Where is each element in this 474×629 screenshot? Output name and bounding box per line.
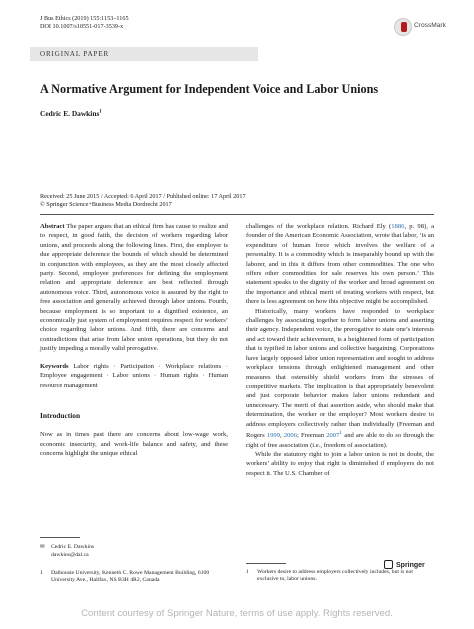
affiliation-note [40,570,230,596]
introduction-heading: Introduction [40,410,81,420]
keywords-label: Keywords [40,362,69,370]
publisher-name: Springer [396,562,425,569]
left-column [40,222,228,459]
article-history [40,193,246,209]
correspondence-name: Cedric E. Dawkins [51,544,95,550]
right-column [246,222,434,478]
citation-link[interactable]: 1999 [266,432,281,440]
body-paragraph [246,307,434,450]
author-affiliation-mark: 1 [99,109,102,115]
copyright-line: © Springer Science+Business Media Dordrecht 2017 [40,201,172,208]
footnote-text: Workers desire to address employers collectively includes, but is not exclusive to, labor unions. [257,569,413,583]
section-label: ORIGINAL PAPER [40,50,110,58]
left-footnote-divider [40,537,80,538]
correspondence-note [40,544,230,564]
courtesy-notice: Content courtesy of Springer Nature, terms of use apply. Rights reserved. [81,608,393,619]
right-footnote-divider [246,563,286,564]
crossmark-icon [394,18,412,36]
keywords-text: Labor rights · Participation · Workplace relations · Employee engagement · Labor unions · Human rights · Human resource management [40,362,229,389]
introduction-text: Now as in times past there are concerns about low-wage work, economic insecurity, and work-life balance and safety, and these concerns highlight the unique ethical [40,431,228,458]
body-text: , p. 98), a founder of the American Economic Association, wrote that labor, ‘is an expenditure of human force which involves the welfare of a personality. It is a commodity which is inseparably bound up with the laborer, and in this it differs from other commodities. The one who offers other commodities for sale reserves his own person.’ This statement speaks to the dignity of the worker and broad agreement on the importance and ethical merit of treating workers with respect, but there is less agreement on how this objective might be accomplished. [246,223,434,306]
author-name: Cedric E. Dawkins [40,109,100,118]
affiliation-text: Dalhousie University, Kenneth C. Rowe Management Building, 6100 University Ave., Halifax, NS B3H 4R2, Canada [51,570,210,584]
article-title: A Normative Argument for Independent Voice and Labor Unions [40,82,379,96]
article-author [40,109,102,118]
received-dates: Received: 25 June 2015 / Accepted: 6 April 2017 / Published online: 17 April 2017 [40,193,246,200]
citation-link[interactable]: 2007 [326,432,340,440]
crossmark-badge[interactable] [394,18,446,38]
footnote-ref[interactable]: 1 [339,429,343,436]
citation-link[interactable]: 2006 [283,432,297,440]
body-text: challenges of the workplace relation. Richard Ely ( [246,223,392,230]
abstract-text: The paper argues that an ethical firm has cause to realize and to respect, in good faith, the decision of workers regarding labor unions, and proceeds along the following lines. First, the employer is due appropriate deference the bounds of which should be determined in conjunction with employees, as they are the most closely affected party. Second, employee preferences for defining the employment relation and appropriate deference are best reflected through autonomous voice. Third, autonomous voice is assured by the right to free association and generally achieved through labor unions. Fourth, because employment is so important to a dignified existence, an economically just system of employment requires respect for workers’ choice regarding labor unions. And fifth, there are concerns and contradictions that arise from labor union operations, but they do not justify impeding a morally valid prerogative. [40,223,228,353]
crossmark-label: CrossMark [414,22,446,29]
doi-line[interactable]: DOI 10.1007/s10551-017-3539-x [40,23,124,30]
header-divider [40,214,434,215]
springer-horse-icon [384,560,393,569]
body-text: and are able to do so through the right of free association (i.e., freedom of association). [246,432,434,449]
body-text: , [280,432,284,440]
correspondence-email[interactable]: dawkins@dal.ca [51,552,89,558]
footnote-mark: 1 [246,569,249,575]
body-paragraph [246,222,434,307]
citation-link[interactable]: 1886 [391,223,405,230]
abstract-label: Abstract [40,223,65,230]
keywords [40,362,228,390]
body-paragraph: While the statutory right to join a labor union is not in doubt, the workers’ ability to enjoy that right is diminished if employers do not respect it. The U.S. Chamber of [246,450,434,477]
journal-citation: J Bus Ethics (2019) 155:1153–1165 [40,15,129,22]
publisher-logo [384,560,425,569]
section-banner [30,47,258,61]
body-text: Historically, many workers have responded to workplace challenges by associating together to form labor unions and asserting their agency. Independent voice, the prerogative to state one’s interests and act toward their achievement, is a heightened form of participation that is typified in labor unions and collective bargaining. Corporations have largely opposed labor union representation and sought to address workplace tensions through enlightened management and other measures that ostensibly shield workers from the stresses of competitive markets. The implication is that appropriately benevolent and just corporate behavior makes labor unions redundant and unnecessary. The merit of that assertion aside, who should make that determination, the worker or the employer? Most workers desire to address employers collectively rather than individually (Freeman and Rogers [246,307,434,440]
footnote [246,569,434,587]
envelope-icon: ✉ [40,544,45,550]
body-text: ; Freeman [297,432,327,440]
abstract [40,222,228,354]
affiliation-mark: 1 [40,570,43,576]
